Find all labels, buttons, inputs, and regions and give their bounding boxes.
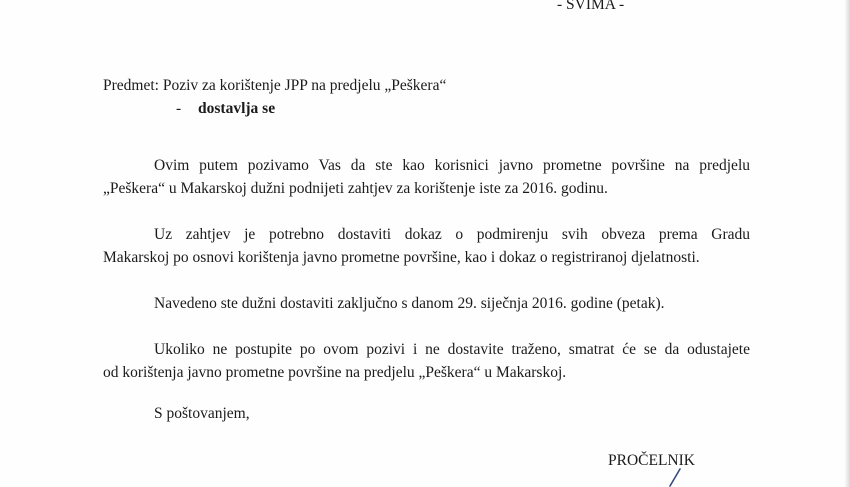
closing-greeting: S poštovanjem,: [154, 405, 250, 422]
paragraph-3: Navedeno ste dužni dostaviti zaključno s danom 29. siječnja 2016. godine (petak).: [154, 295, 665, 312]
signatory-title: PROČELNIK: [608, 452, 695, 469]
recipient-line: - SVIMA -: [557, 0, 625, 13]
paragraph-4-line-2: od korištenja javno prometne površine na predjelu „Peškera“ u Makarskoj.: [103, 364, 567, 381]
delivery-note: dostavlja se: [198, 100, 276, 117]
subject-bullet: -: [176, 100, 182, 117]
paragraph-1-line-2: „Peškera“ u Makarskoj dužni podnijeti zahtjev za korištenje iste za 2016. godinu.: [103, 180, 608, 197]
page-edge-shadow: [844, 0, 850, 487]
signature-stroke-icon: [666, 466, 706, 487]
paragraph-1-line-1: Ovim putem pozivamo Vas da ste kao korisnici javno prometne površine na predjelu: [154, 157, 750, 174]
paragraph-2-line-1: Uz zahtjev je potrebno dostaviti dokaz o podmirenju svih obveza prema Gradu: [154, 226, 750, 243]
subject-line: Predmet: Poziv za korištenje JPP na predjelu „Peškera“: [103, 77, 447, 94]
paragraph-2-line-2: Makarskoj po osnovi korištenja javno prometne površine, kao i dokaz o registriranoj djelatnosti.: [103, 249, 700, 266]
paragraph-4-line-1: Ukoliko ne postupite po ovom pozivi i ne dostavite traženo, smatrat će se da odustajete: [154, 341, 750, 358]
